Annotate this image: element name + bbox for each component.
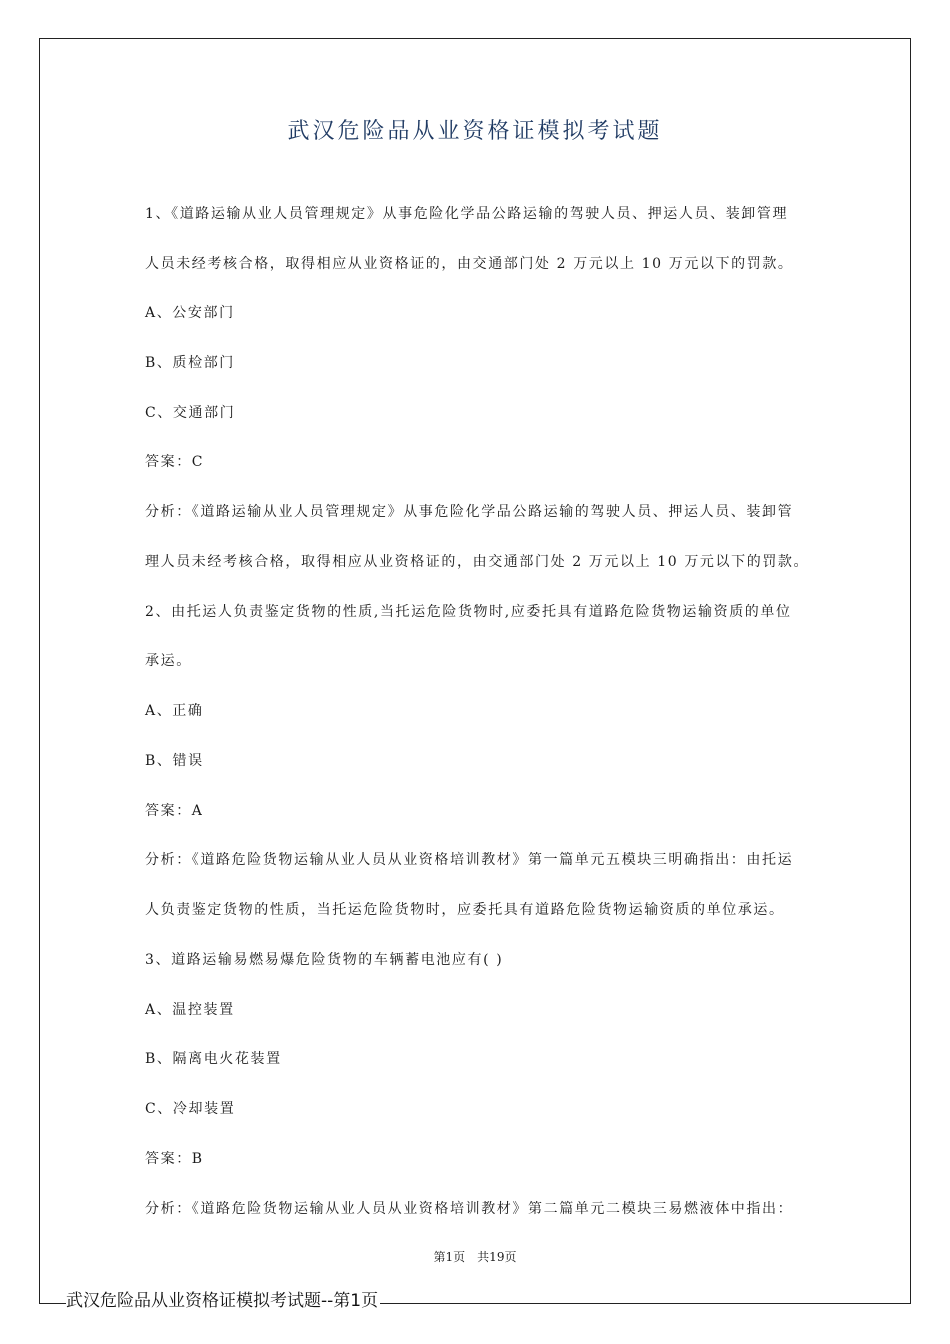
- question-1-answer: 答案：C: [145, 454, 205, 470]
- question-1-line-2: 人员未经考核合格，取得相应从业资格证的，由交通部门处 2 万元以上 10 万元以下的罚款。: [145, 256, 794, 272]
- document-title: 武汉危险品从业资格证模拟考试题: [287, 119, 663, 144]
- question-2-line-2: 承运。: [145, 653, 192, 669]
- page-number: 第1页 共19页: [433, 1250, 517, 1264]
- question-2-answer: 答案：A: [145, 803, 204, 819]
- question-2-analysis-line-2: 人负责鉴定货物的性质，当托运危险货物时，应委托具有道路危险货物运输资质的单位承运。: [145, 902, 785, 918]
- question-1-option-a: A、公安部门: [145, 305, 235, 321]
- question-1-analysis-line-1: 分析：《道路运输从业人员管理规定》从事危险化学品公路运输的驾驶人员、押运人员、装卸管: [145, 504, 794, 520]
- question-3-line-1: 3、道路运输易燃易爆危险货物的车辆蓄电池应有( ): [145, 952, 504, 968]
- question-3-option-c: C、冷却装置: [145, 1101, 236, 1117]
- question-2-option-a: A、正确: [145, 703, 204, 719]
- question-1-analysis-line-2: 理人员未经考核合格，取得相应从业资格证的，由交通部门处 2 万元以上 10 万元以下的罚款。: [145, 554, 810, 570]
- question-3-option-a: A、温控装置: [145, 1002, 235, 1018]
- question-2-analysis-line-1: 分析：《道路危险货物运输从业人员从业资格培训教材》第一篇单元五模块三明确指出：由托运: [145, 852, 794, 868]
- question-1-option-c: C、交通部门: [145, 405, 236, 421]
- question-3-answer: 答案：B: [145, 1151, 204, 1167]
- question-1-option-b: B、质检部门: [145, 355, 235, 371]
- footer-caption: 武汉危险品从业资格证模拟考试题--第1页: [66, 1286, 380, 1311]
- question-1-line-1: 1、《道路运输从业人员管理规定》从事危险化学品公路运输的驾驶人员、押运人员、装卸管理: [145, 206, 789, 222]
- question-3-analysis-line-1: 分析：《道路危险货物运输从业人员从业资格培训教材》第二篇单元二模块三易燃液体中指出：: [145, 1201, 794, 1217]
- question-2-line-1: 2、由托运人负责鉴定货物的性质,当托运危险货物时,应委托具有道路危险货物运输资质的单位: [145, 604, 792, 620]
- question-2-option-b: B、错误: [145, 753, 204, 769]
- question-3-option-b: B、隔离电火花装置: [145, 1051, 282, 1067]
